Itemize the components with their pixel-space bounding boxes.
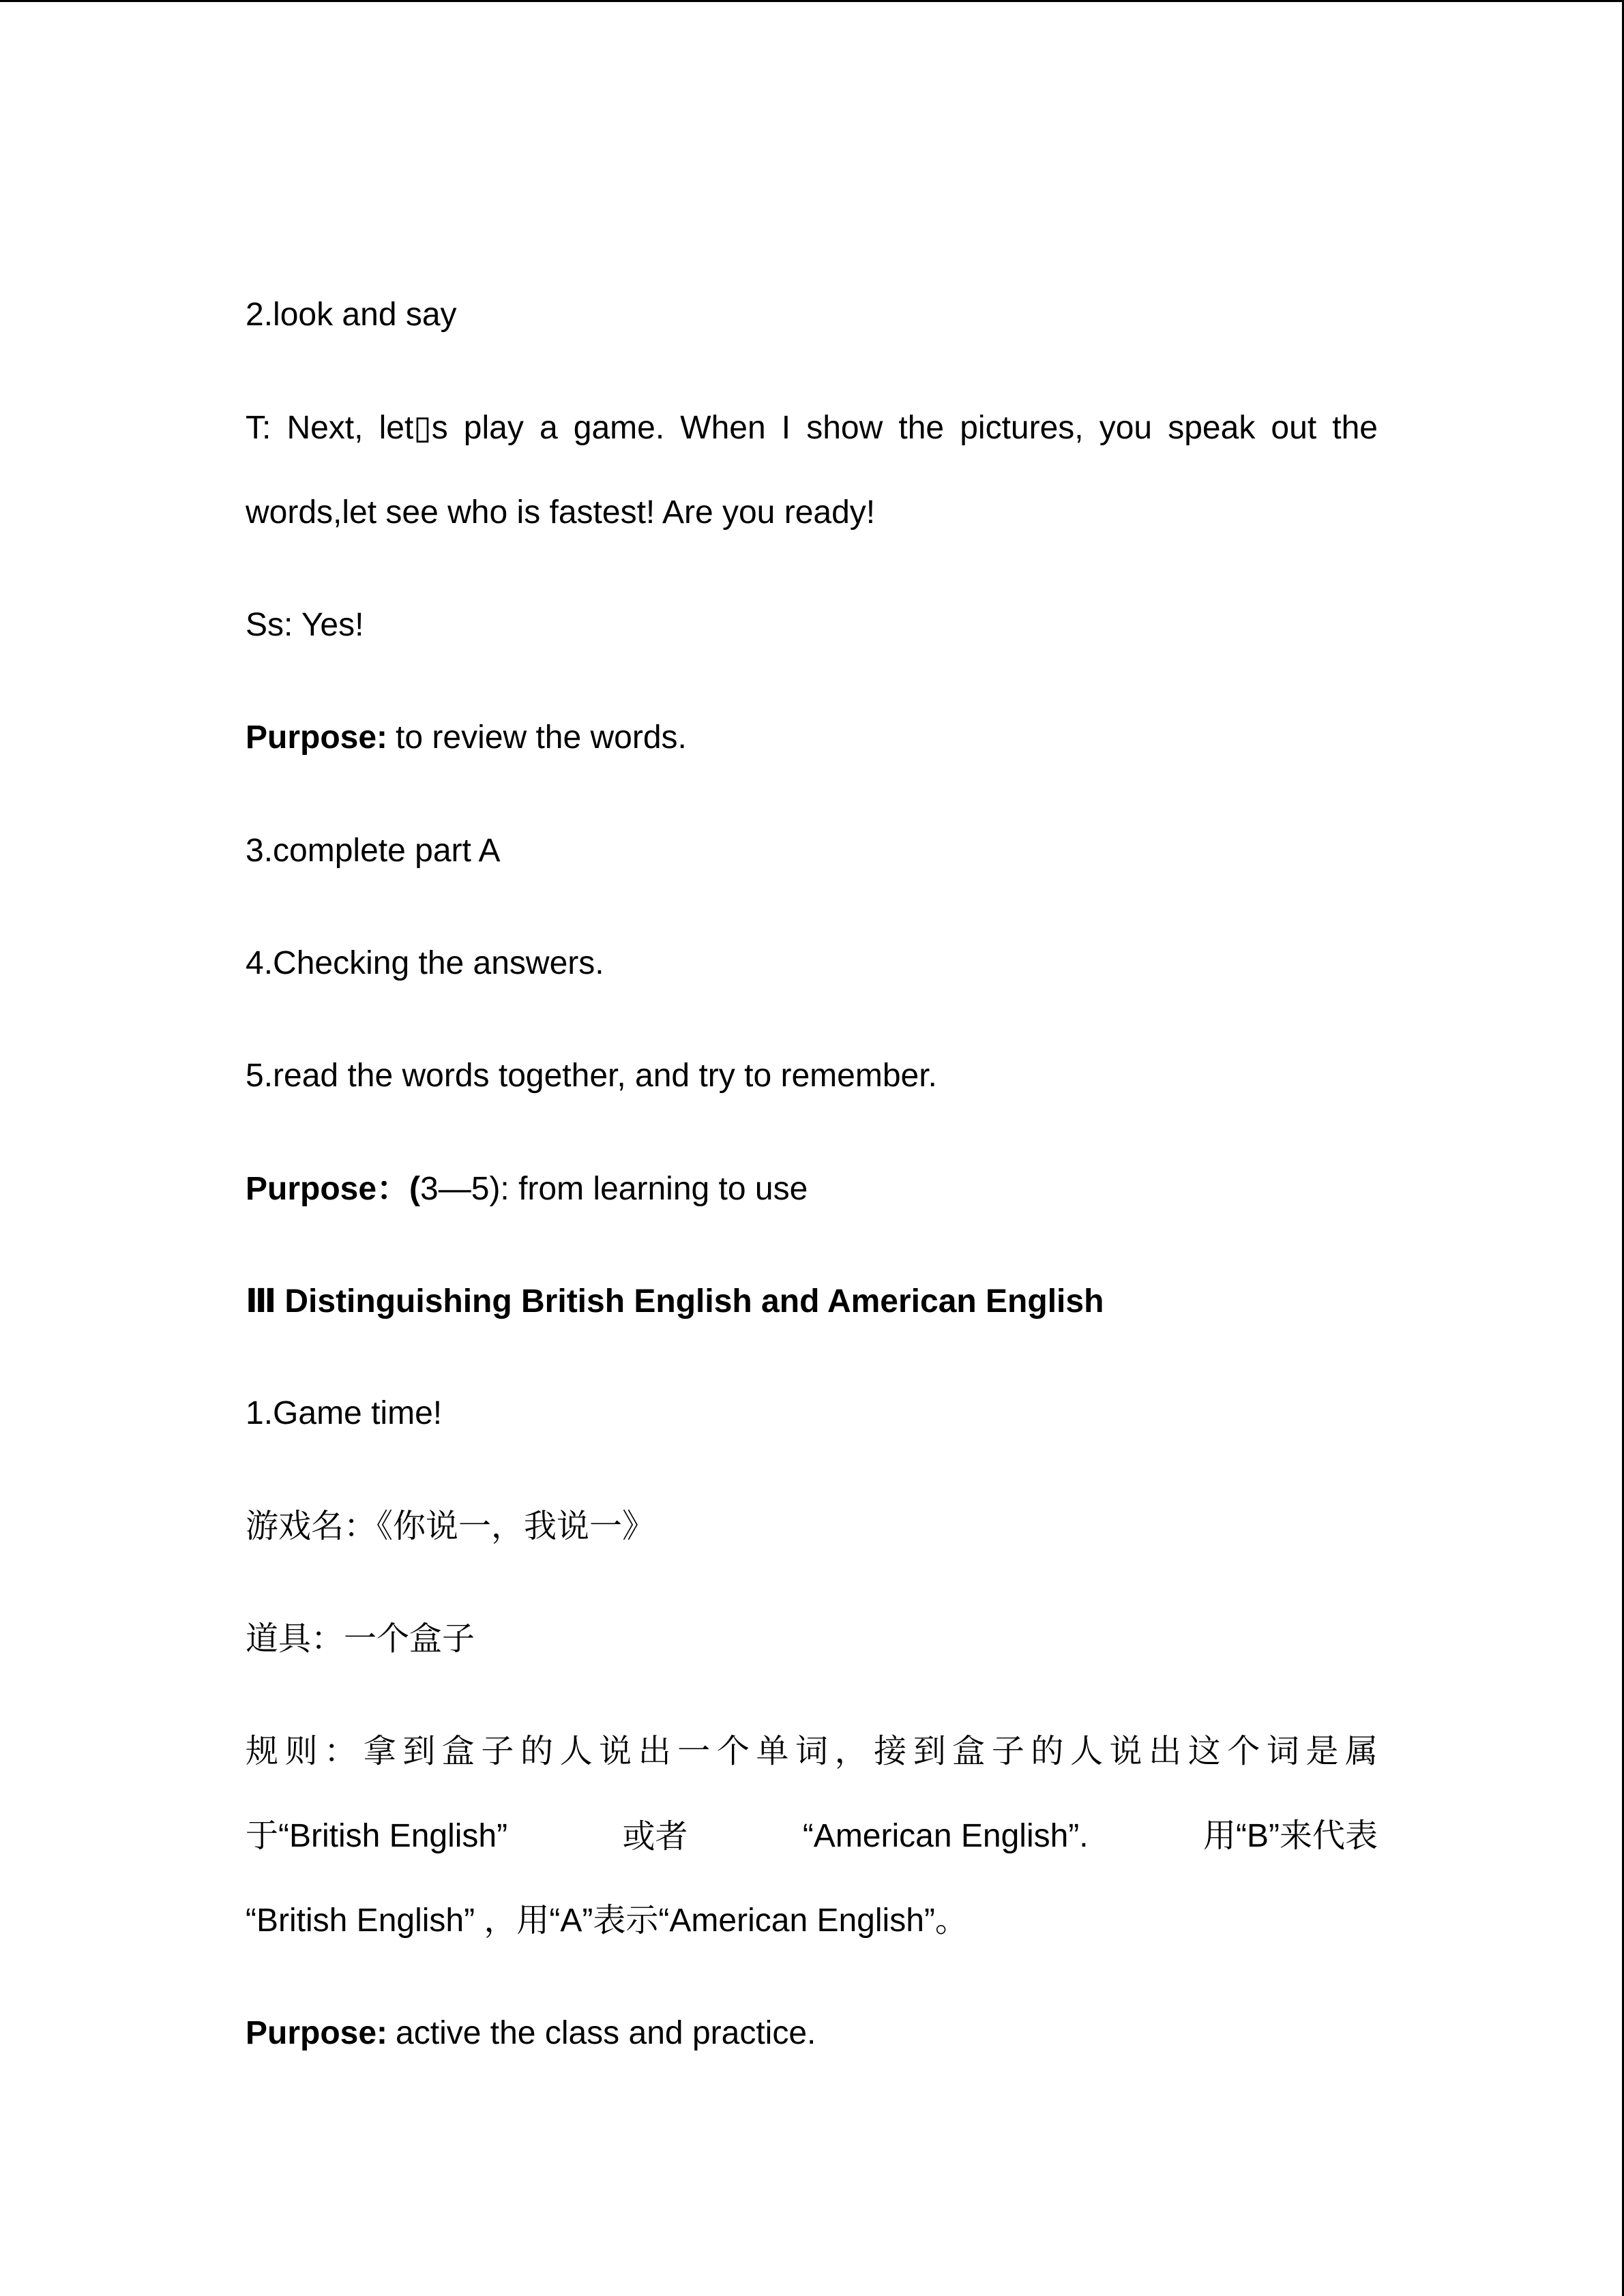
purpose-review (246, 717, 687, 758)
game-rules-line-1: 规则：拿到盒子的人说出一个单词，接到盒子的人说出这个词是属 (246, 1732, 1378, 1770)
step-complete-part-a: 3.complete part A (246, 833, 501, 869)
students-reply: Ss: Yes! (246, 607, 364, 643)
rules-british: 于“British English” (246, 1818, 508, 1854)
roman-numeral: Ⅲ (246, 1283, 277, 1320)
step-read-words: 5.read the words together, and try to remember. (246, 1058, 937, 1094)
purpose-text: active the class and practice. (396, 2015, 816, 2051)
step-look-and-say: 2.look and say (246, 297, 457, 333)
purpose-label: Purpose：( (246, 1171, 421, 1207)
step-game-time: 1.Game time! (246, 1395, 443, 1431)
purpose-learning-to-use (246, 1169, 808, 1210)
game-rules-line-2 (246, 1816, 1378, 1857)
purpose-text: to review the words. (396, 719, 687, 756)
purpose-label: Purpose: (246, 2015, 388, 2051)
page-top-border (0, 0, 1624, 2)
teacher-line-2: words,let see who is fastest! Are you ready! (246, 494, 876, 531)
rules-b-represents: 用“B”来代表 (1202, 1818, 1378, 1854)
teacher-line-1: T: Next, let▯s play a game. When I show the pictures, you speak out the (246, 410, 1378, 446)
purpose-text: 3—5): from learning to use (420, 1171, 808, 1207)
rules-or: 或者 (622, 1817, 688, 1855)
purpose-label: Purpose: (246, 719, 388, 756)
game-props: 道具：一个盒子 (246, 1620, 475, 1658)
game-name: 游戏名：《你说一，我说一》 (246, 1507, 655, 1545)
rules-american: “American English”. (802, 1818, 1089, 1854)
section-heading-text: Distinguishing British English and American English (284, 1283, 1104, 1320)
section-heading-iii (246, 1281, 1104, 1322)
purpose-active-class (246, 2013, 816, 2054)
game-rules-line-3: “British English” ，用“A”表示“American English”。 (246, 1903, 968, 1939)
step-checking-answers: 4.Checking the answers. (246, 945, 604, 981)
